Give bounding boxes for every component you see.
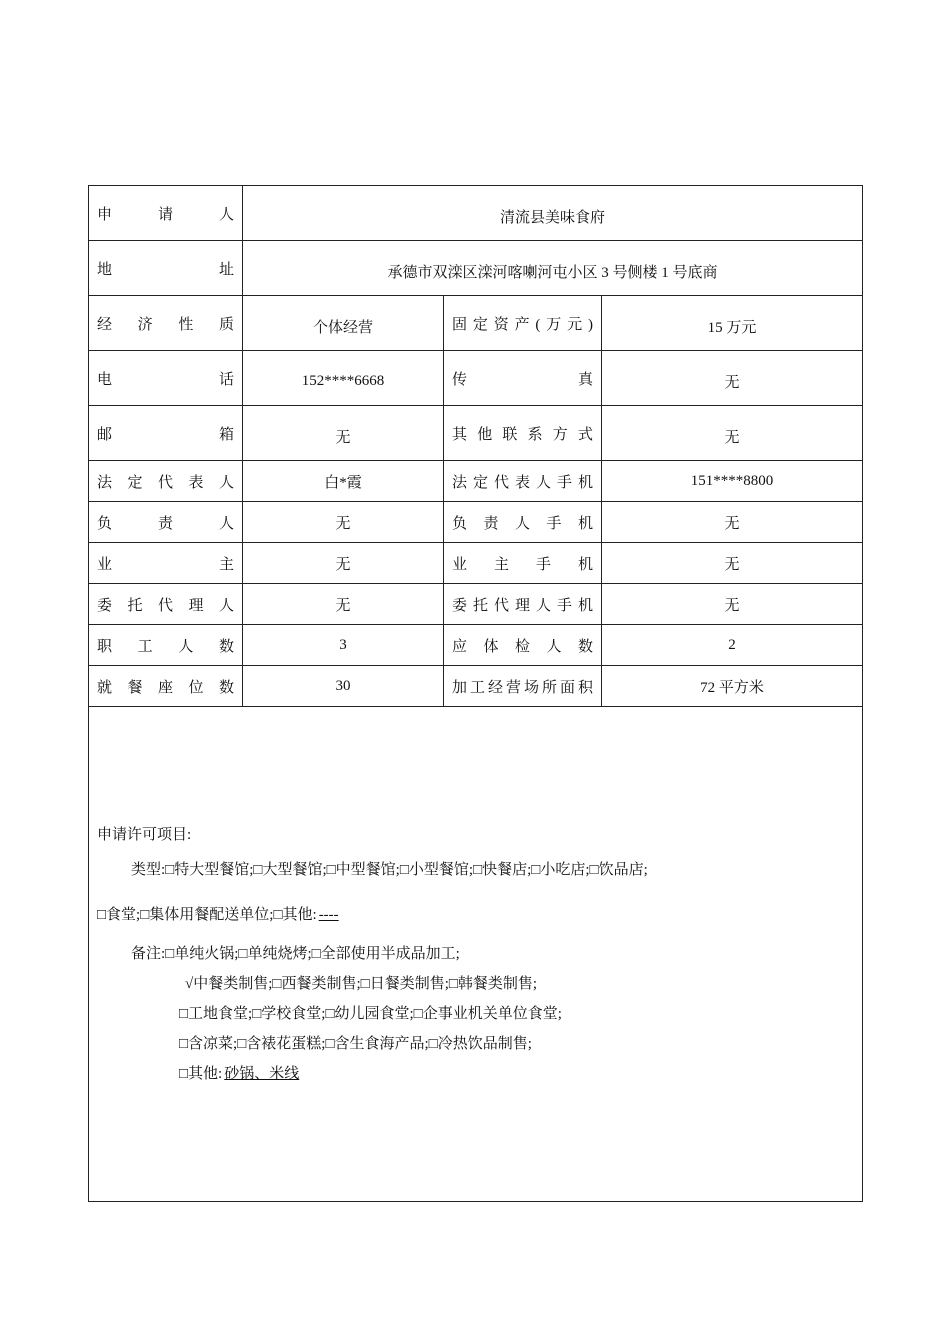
remark-other-value: 砂锅、米线 (224, 1066, 300, 1082)
remark-other-line (97, 1067, 854, 1082)
applicant-value: 清流县美味食府 (243, 186, 863, 241)
email-value: 无 (243, 406, 444, 461)
row-person-in-charge (89, 502, 863, 543)
legal-rep-mobile-value: 151****8800 (602, 461, 863, 502)
agent-label: 委托代理人 (89, 584, 243, 625)
row-license-items (89, 707, 863, 1202)
legal-rep-label: 法定代表人 (89, 461, 243, 502)
license-items-heading: 申请许可项目: (97, 827, 192, 843)
area-value: 72 平方米 (602, 666, 863, 707)
owner-mobile-value: 无 (602, 543, 863, 584)
fixed-assets-value: 15 万元 (602, 296, 863, 351)
staff-count-value: 3 (243, 625, 444, 666)
remark-line-3: □工地食堂;□学校食堂;□幼儿园食堂;□企事业机关单位食堂; (179, 1006, 562, 1022)
email-label: 邮箱 (89, 406, 243, 461)
staff-count-label: 职工人数 (89, 625, 243, 666)
address-value: 承德市双滦区滦河喀喇河屯小区 3 号侧楼 1 号底商 (243, 241, 863, 296)
fax-label: 传真 (444, 351, 602, 406)
seats-label: 就餐座位数 (89, 666, 243, 707)
phone-label: 电话 (89, 351, 243, 406)
row-staff-count (89, 625, 863, 666)
health-check-count-value: 2 (602, 625, 863, 666)
area-label: 加工经营场所面积 (444, 666, 602, 707)
person-in-charge-label: 负责人 (89, 502, 243, 543)
owner-label: 业主 (89, 543, 243, 584)
row-address (89, 241, 863, 296)
agent-mobile-label: 委托代理人手机 (444, 584, 602, 625)
row-seats (89, 666, 863, 707)
other-contact-label: 其他联系方式 (444, 406, 602, 461)
economic-nature-label: 经济性质 (89, 296, 243, 351)
owner-value: 无 (243, 543, 444, 584)
remark-line-4: □含凉菜;□含裱花蛋糕;□含生食海产品;□冷热饮品制售; (179, 1036, 532, 1052)
other-contact-value: 无 (602, 406, 863, 461)
fixed-assets-label: 固定资产(万元) (444, 296, 602, 351)
row-agent (89, 584, 863, 625)
legal-rep-value: 白*霞 (243, 461, 444, 502)
person-in-charge-mobile-label: 负责人手机 (444, 502, 602, 543)
type-other-value: ---- (318, 907, 339, 923)
applicant-label: 申请人 (89, 186, 243, 241)
address-label: 地址 (89, 241, 243, 296)
license-items-cell (89, 707, 863, 1202)
remark-line-2: √中餐类制售;□西餐类制售;□日餐类制售;□韩餐类制售; (185, 976, 538, 992)
remark-line-1: 备注:□单纯火锅;□单纯烧烤;□全部使用半成品加工; (131, 946, 460, 962)
row-applicant (89, 186, 863, 241)
row-economic-nature (89, 296, 863, 351)
agent-value: 无 (243, 584, 444, 625)
economic-nature-value: 个体经营 (243, 296, 444, 351)
agent-mobile-value: 无 (602, 584, 863, 625)
fax-value: 无 (602, 351, 863, 406)
row-phone (89, 351, 863, 406)
application-form-table (88, 185, 863, 1202)
type-line-2-prefix: □食堂;□集体用餐配送单位;□其他: (97, 907, 317, 923)
remark-other-prefix: □其他: (179, 1066, 223, 1082)
person-in-charge-mobile-value: 无 (602, 502, 863, 543)
type-line-1: 类型:□特大型餐馆;□大型餐馆;□中型餐馆;□小型餐馆;□快餐店;□小吃店;□饮品店; (131, 862, 648, 878)
person-in-charge-value: 无 (243, 502, 444, 543)
owner-mobile-label: 业主手机 (444, 543, 602, 584)
row-legal-rep (89, 461, 863, 502)
row-owner (89, 543, 863, 584)
type-line-2 (97, 908, 854, 923)
health-check-count-label: 应体检人数 (444, 625, 602, 666)
seats-value: 30 (243, 666, 444, 707)
legal-rep-mobile-label: 法定代表人手机 (444, 461, 602, 502)
row-email (89, 406, 863, 461)
phone-value: 152****6668 (243, 351, 444, 406)
